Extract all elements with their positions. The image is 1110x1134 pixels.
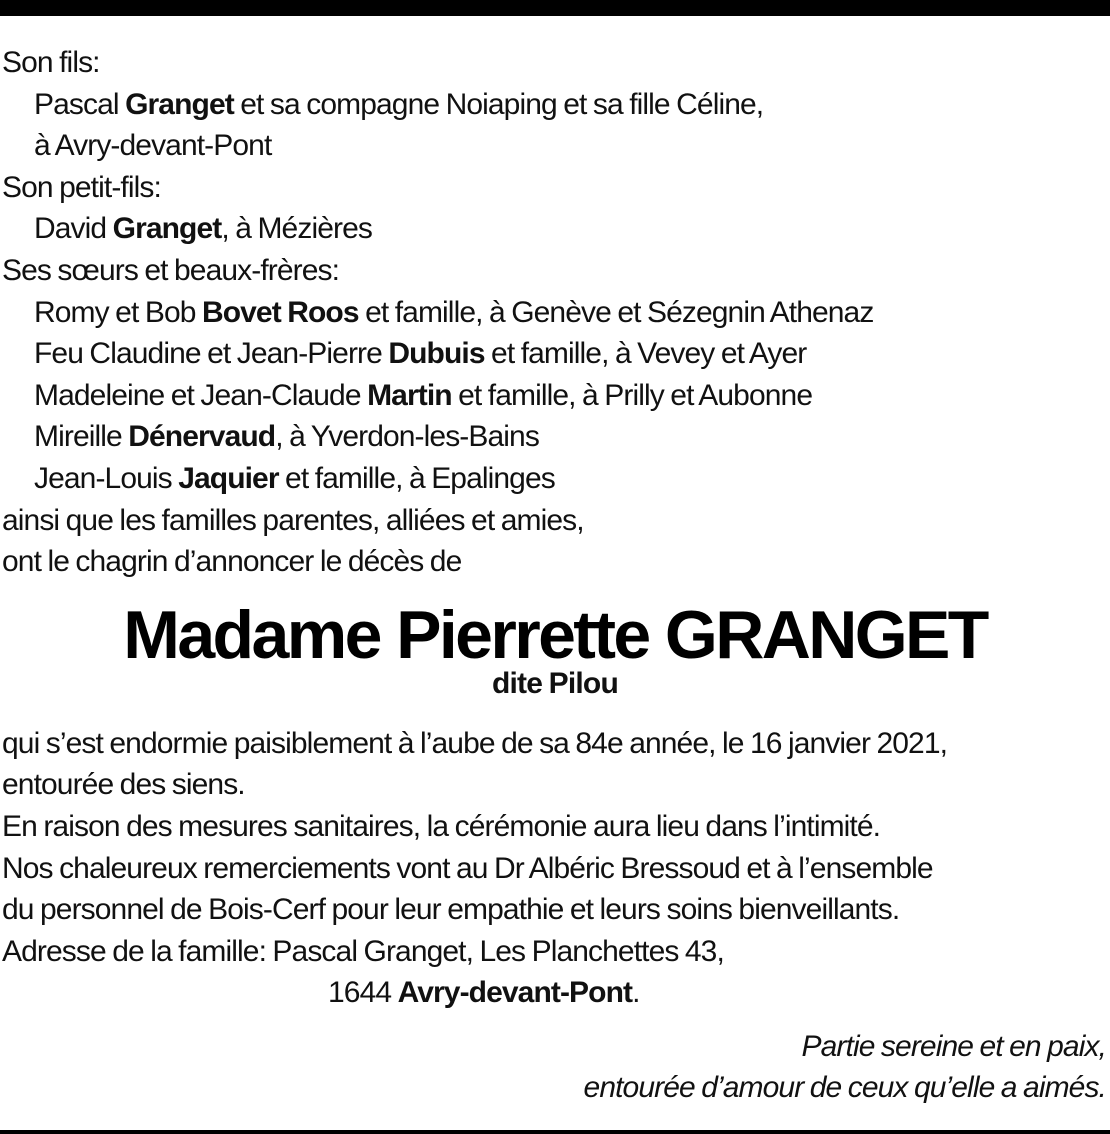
sibling-details: et famille, à Epalinges: [278, 461, 555, 495]
ceremony-notice: En raison des mesures sanitaires, la cérémonie aura lieu dans l’intimité.: [2, 809, 881, 843]
sibling-line: [2, 458, 1108, 500]
address-end: .: [632, 976, 640, 1010]
death-details-line: qui s’est endormie paisiblement à l’aube de sa 84e année, le 16 janvier 2021,: [2, 726, 948, 760]
address-city: Avry-devant-Pont: [397, 976, 633, 1010]
sibling-line: [2, 333, 1108, 375]
son-first-name: Pascal: [34, 87, 119, 121]
closing-quote: [2, 1026, 1108, 1109]
grandson-first-name: David: [34, 212, 107, 246]
sibling-line: [2, 292, 1108, 334]
son-label: Son fils:: [2, 46, 100, 79]
sibling-surname: Jaquier: [178, 461, 279, 495]
sibling-line: [2, 375, 1108, 417]
sibling-first-names: Romy et Bob: [34, 295, 202, 329]
family-address-city: [2, 972, 1108, 1014]
son-details: et sa compagne Noiaping et sa fille Céline,: [233, 87, 764, 121]
son-place: à Avry-devant-Pont: [34, 129, 272, 163]
sibling-details: , à Yverdon-les-Bains: [275, 420, 539, 454]
sibling-details: et famille, à Genève et Sézegnin Athenaz: [358, 295, 874, 329]
address-zip: 1644: [328, 976, 398, 1010]
grandson-details: , à Mézières: [221, 212, 372, 246]
sibling-first-names: Jean-Louis: [34, 461, 179, 495]
sibling-details: et famille, à Vevey et Ayer: [484, 337, 807, 371]
top-rule: [0, 0, 1110, 16]
son-line: [2, 84, 1108, 126]
sibling-surname: Bovet Roos: [201, 295, 359, 329]
grandson-label: Son petit-fils:: [2, 170, 161, 204]
sibling-surname: Martin: [367, 378, 452, 412]
announcement-line: ont le chagrin d’annoncer le décès de: [2, 545, 462, 579]
bottom-rule: [0, 1130, 1110, 1134]
sibling-first-names: Feu Claudine et Jean-Pierre: [34, 337, 389, 371]
sibling-line: [2, 416, 1108, 458]
grandson-line: [2, 208, 1108, 250]
sibling-surname: Dubuis: [388, 337, 485, 371]
sibling-first-names: Madeleine et Jean-Claude: [34, 378, 368, 412]
thanks-line: Nos chaleureux remerciements vont au Dr Albéric Bressoud et à l’ensemble: [2, 851, 933, 885]
family-address: Adresse de la famille: Pascal Granget, Les Planchettes 43,: [2, 934, 724, 968]
sibling-surname: Dénervaud: [128, 420, 276, 454]
closing-line: Partie sereine et en paix,: [801, 1029, 1106, 1063]
obituary-notice: [2, 42, 1108, 1109]
deceased-nickname: dite Pilou: [491, 666, 618, 700]
closing-line: entourée d’amour de ceux qu’elle a aimés.: [583, 1071, 1106, 1105]
relatives-line: ainsi que les familles parentes, alliées et amies,: [2, 503, 584, 537]
siblings-label: Ses sœurs et beaux-frères:: [2, 253, 340, 287]
death-details-line: entourée des siens.: [2, 768, 245, 802]
son-surname: Granget: [125, 87, 234, 121]
thanks-line: du personnel de Bois-Cerf pour leur empathie et leurs soins bienveillants.: [2, 893, 900, 927]
sibling-details: et famille, à Prilly et Aubonne: [451, 378, 813, 412]
deceased-name: Madame Pierrette GRANGET: [123, 596, 987, 673]
grandson-surname: Granget: [112, 212, 222, 246]
sibling-first-names: Mireille: [34, 420, 129, 454]
